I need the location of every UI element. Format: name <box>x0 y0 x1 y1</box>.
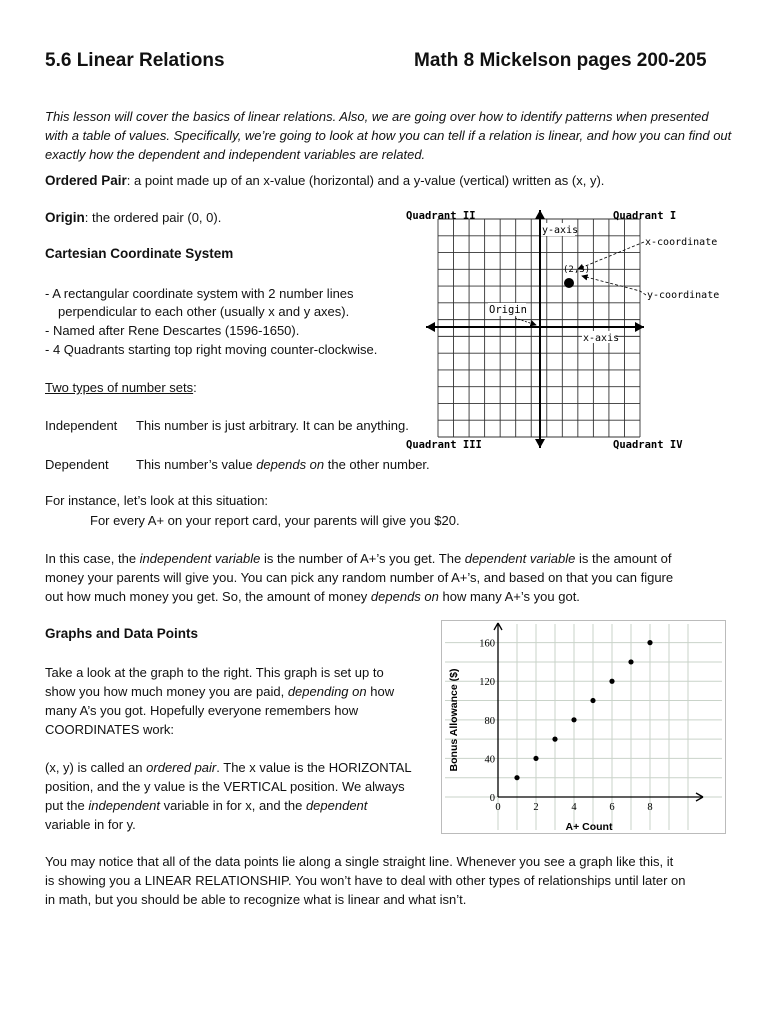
chart-data-point <box>571 717 576 722</box>
cartesian-bullet-1b: perpendicular to each other (usually x and y axes). <box>58 304 350 319</box>
x-axis-label: x-axis <box>583 333 620 344</box>
chart-border <box>442 621 726 834</box>
origin-definition <box>45 208 221 227</box>
y-axis-bottom-arrow <box>535 439 545 448</box>
page-title: 5.6 Linear Relations <box>45 50 225 71</box>
chart-data-point <box>647 640 652 645</box>
graphs-p2-l1a: (x, y) is called an <box>45 760 147 775</box>
graphs-p2-l3em2: dependent <box>305 798 368 813</box>
x-axis-left-arrow <box>426 322 435 332</box>
cartesian-bullet-3: - 4 Quadrants starting top right moving counter-clockwise. <box>45 342 378 357</box>
cartesian-bullet-1a: - A rectangular coordinate system with 2 number lines <box>45 286 354 301</box>
graphs-p2-l3b: variable in for x, and the <box>159 798 306 813</box>
case-l1a: In this case, the <box>45 551 140 566</box>
point-label: (2,3) <box>563 265 591 275</box>
graphs-p1-l4: COORDINATES work: <box>45 722 175 737</box>
graphs-p1-l1: Take a look at the graph to the right. This graph is set up to <box>45 665 384 680</box>
chart-x-tick-label: 2 <box>533 802 539 813</box>
quadrant-3-label: Quadrant III <box>406 439 482 451</box>
y-axis-top-arrow <box>535 210 545 219</box>
chart-x-label: A+ Count <box>565 821 613 833</box>
chart-y-tick-label: 40 <box>484 754 495 766</box>
case-l1em2: dependent variable <box>464 551 576 566</box>
dependent-def <box>136 455 430 474</box>
chart-x-tick-label: 8 <box>647 802 653 813</box>
case-l1em: independent variable <box>139 551 261 566</box>
quadrant-4-label: Quadrant IV <box>613 439 683 451</box>
graphs-p2-l3em: independent <box>88 798 160 813</box>
chart-y-tick-label: 80 <box>484 715 495 727</box>
chart-y-tick-label: 160 <box>479 638 495 650</box>
plotted-point <box>564 278 574 288</box>
origin-label: Origin <box>489 304 527 316</box>
graphs-p2-l4: variable in for y. <box>45 817 136 832</box>
chart-data-point <box>514 775 519 780</box>
ordered-pair-term: Ordered Pair <box>45 173 127 188</box>
quadrant-2-label: Quadrant II <box>406 210 476 222</box>
quadrant-1-label: Quadrant I <box>613 210 677 222</box>
independent-term: Independent <box>45 418 118 433</box>
y-coordinate-arrow <box>582 276 646 295</box>
origin-term: Origin <box>45 210 85 225</box>
closing-line-3: in math, but you should be able to recognize what is linear and what isn’t. <box>45 892 467 907</box>
number-sets-colon: : <box>193 380 197 395</box>
dependent-term: Dependent <box>45 457 109 472</box>
graphs-p1-l2a: show you how much money you are paid, <box>45 684 288 699</box>
closing-line-2: is showing you a LINEAR RELATIONSHIP. You won’t have to deal with other types of relationships until later on <box>45 873 686 888</box>
chart-data-point <box>590 698 595 703</box>
case-line-2: money your parents will give you. You can pick any random number of A+’s, and based on that you can figure <box>45 570 674 585</box>
chart-y-label: Bonus Allowance ($) <box>448 668 460 772</box>
y-axis-label: y-axis <box>542 225 579 236</box>
example-situation: For every A+ on your report card, your parents will give you $20. <box>90 513 460 528</box>
coordinate-plane-diagram <box>400 205 730 453</box>
chart-data-point <box>533 756 538 761</box>
graphs-p2-l3a: put the <box>45 798 89 813</box>
case-l3em: depends on <box>370 589 439 604</box>
graphs-p2-l1 <box>45 758 412 777</box>
number-sets-title: Two types of number sets <box>45 380 194 395</box>
graphs-p2-l1em: ordered pair <box>146 760 217 775</box>
chart-x-tick-label: 4 <box>571 802 577 813</box>
case-l3a: out how much money you get. So, the amount of money <box>45 589 371 604</box>
ordered-pair-definition <box>45 171 604 190</box>
course-title: Math 8 Mickelson pages 200-205 <box>414 50 707 71</box>
chart-data-point <box>609 679 614 684</box>
graphs-p1-l2b: how <box>366 684 395 699</box>
case-line-3 <box>45 587 580 606</box>
graphs-p1-l2em: depending on <box>287 684 367 699</box>
example-intro: For instance, let’s look at this situation: <box>45 493 269 508</box>
case-l1b: is the number of A+’s you get. The <box>260 551 465 566</box>
chart-x-tick-label: 0 <box>495 802 501 813</box>
chart-y-tick-label: 120 <box>479 677 495 689</box>
graphs-p1-l2 <box>45 682 394 701</box>
chart-data-point <box>628 659 633 664</box>
closing-line-1: You may notice that all of the data points lie along a single straight line. Whenever you see a graph like this, it <box>45 854 674 869</box>
independent-def: This number is just arbitrary. It can be anything. <box>136 418 409 433</box>
x-axis-right-arrow <box>635 322 644 332</box>
graphs-p1-l3: many A’s you got. Hopefully everyone remembers how <box>45 703 359 718</box>
bonus-allowance-chart <box>441 620 726 834</box>
chart-x-tick-label: 6 <box>609 802 615 813</box>
cartesian-heading: Cartesian Coordinate System <box>45 246 234 261</box>
dependent-def-part1: This number’s value <box>136 457 257 472</box>
origin-def: : the ordered pair (0, 0). <box>84 210 222 225</box>
chart-y-tick-label: 0 <box>489 793 495 804</box>
graphs-p2-l2: position, and the y value is the VERTICAL position. We always <box>45 779 405 794</box>
y-coordinate-label: y-coordinate <box>647 290 720 301</box>
case-line-1 <box>45 549 672 568</box>
ordered-pair-def: : a point made up of an x-value (horizontal) and a y-value (vertical) written as (x, y). <box>126 173 605 188</box>
case-l3b: how many A+’s you got. <box>438 589 580 604</box>
dependent-def-em: depends on <box>256 457 325 472</box>
graphs-p2-l1b: . The x value is the HORIZONTAL <box>216 760 412 775</box>
intro-paragraph: This lesson will cover the basics of linear relations. Also, we are going over how to identify patterns when presented with a table of values. Specifically, we’re going to look at how you can tell if a relation is linear, and how you can find out exactly how the dependent and independent variables are related. <box>45 109 732 162</box>
graphs-heading: Graphs and Data Points <box>45 626 199 641</box>
chart-data-point <box>552 737 557 742</box>
origin-arrow <box>515 318 536 325</box>
x-coordinate-label: x-coordinate <box>645 237 718 248</box>
dependent-def-part2: the other number. <box>324 457 430 472</box>
cartesian-bullet-2: - Named after Rene Descartes (1596-1650). <box>45 323 300 338</box>
number-sets-heading <box>45 378 197 397</box>
case-l1c: is the amount of <box>575 551 672 566</box>
x-coordinate-arrow <box>578 242 644 269</box>
graphs-p2-l3 <box>45 796 367 815</box>
